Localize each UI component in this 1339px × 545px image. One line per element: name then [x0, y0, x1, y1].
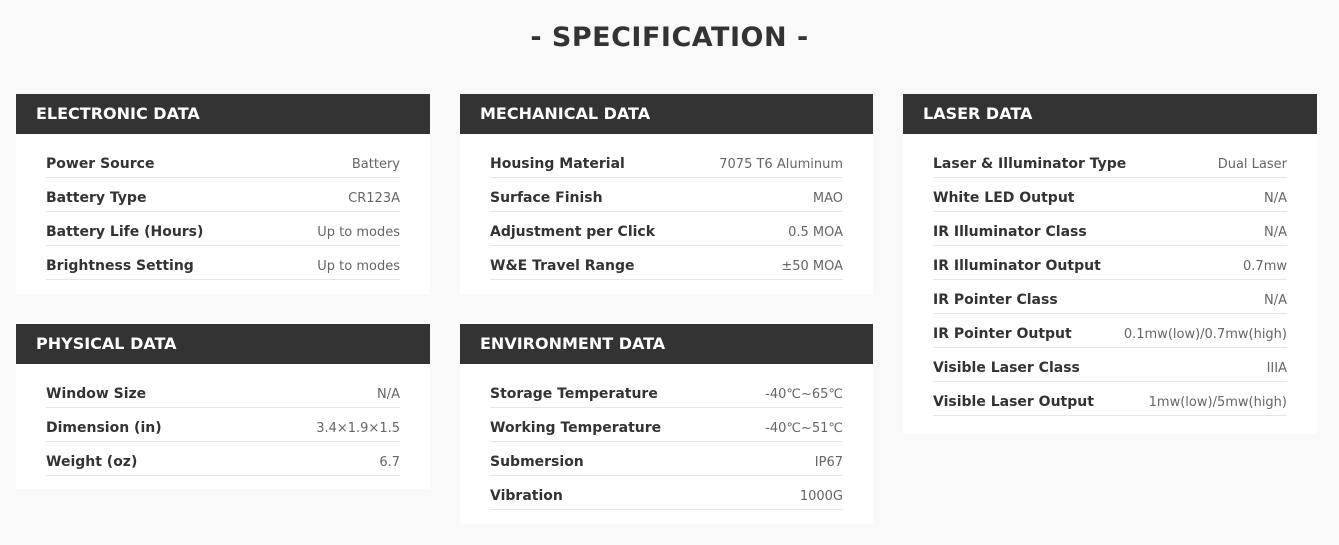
spec-value: IIIA [1266, 361, 1287, 376]
spec-row [933, 246, 1287, 280]
spec-label: Housing Material [490, 156, 625, 172]
spec-row [46, 212, 400, 246]
page-title: - SPECIFICATION - [530, 22, 809, 53]
spec-row [46, 144, 400, 178]
physical-data-card [16, 324, 430, 489]
spec-row [490, 476, 843, 510]
spec-row [490, 212, 843, 246]
spec-list [16, 364, 430, 496]
spec-label: Submersion [490, 454, 584, 470]
spec-row [490, 408, 843, 442]
spec-label: Weight (oz) [46, 454, 138, 470]
spec-value: N/A [1264, 293, 1287, 308]
spec-value: N/A [1264, 191, 1287, 206]
spec-value: CR123A [348, 191, 400, 206]
spec-label: Brightness Setting [46, 258, 194, 274]
spec-row [933, 212, 1287, 246]
card-title: ENVIRONMENT DATA [460, 324, 873, 364]
spec-label: Power Source [46, 156, 155, 172]
spec-list [903, 134, 1317, 436]
spec-value: Battery [351, 157, 400, 172]
spec-label: IR Pointer Output [933, 326, 1072, 342]
spec-row [933, 382, 1287, 416]
spec-list [460, 134, 873, 300]
spec-value: 0.5 MOA [788, 225, 843, 240]
spec-label: IR Illuminator Output [933, 258, 1101, 274]
spec-label: IR Pointer Class [933, 292, 1058, 308]
card-title: LASER DATA [903, 94, 1317, 134]
spec-label: Battery Type [46, 190, 147, 206]
spec-value: 3.4×1.9×1.5 [316, 421, 400, 436]
spec-label: Vibration [490, 488, 563, 504]
spec-row [46, 246, 400, 280]
spec-list [16, 134, 430, 300]
spec-row [933, 144, 1287, 178]
spec-label: Laser & Illuminator Type [933, 156, 1127, 172]
spec-value: 1mw(low)/5mw(high) [1148, 395, 1287, 410]
spec-label: W&E Travel Range [490, 258, 635, 274]
spec-row [46, 178, 400, 212]
spec-label: Visible Laser Class [933, 360, 1080, 376]
spec-row [46, 408, 400, 442]
spec-value: ±50 MOA [781, 259, 843, 274]
spec-label: White LED Output [933, 190, 1075, 206]
spec-value: 0.1mw(low)/0.7mw(high) [1123, 327, 1287, 342]
spec-row [490, 442, 843, 476]
spec-row [490, 178, 843, 212]
card-title: MECHANICAL DATA [460, 94, 873, 134]
spec-label: Adjustment per Click [490, 224, 656, 240]
laser-data-card [903, 94, 1317, 434]
spec-value: Up to modes [317, 259, 400, 274]
spec-value: N/A [1264, 225, 1287, 240]
spec-value: 6.7 [379, 455, 400, 470]
spec-row [490, 374, 843, 408]
environment-data-card [460, 324, 873, 524]
spec-row [933, 178, 1287, 212]
spec-label: Storage Temperature [490, 386, 658, 402]
spec-value: 7075 T6 Aluminum [719, 157, 843, 172]
spec-label: Battery Life (Hours) [46, 224, 204, 240]
electronic-data-card [16, 94, 430, 294]
spec-row [46, 442, 400, 476]
spec-list [460, 364, 873, 530]
spec-label: Surface Finish [490, 190, 603, 206]
spec-label: Visible Laser Output [933, 394, 1094, 410]
spec-row [490, 144, 843, 178]
spec-label: Dimension (in) [46, 420, 162, 436]
spec-row [933, 314, 1287, 348]
spec-value: 1000G [799, 489, 843, 504]
spec-row [46, 374, 400, 408]
spec-label: IR Illuminator Class [933, 224, 1087, 240]
spec-value: -40℃~65℃ [765, 387, 843, 402]
spec-label: Window Size [46, 386, 147, 402]
spec-value: 0.7mw [1243, 259, 1287, 274]
mechanical-data-card [460, 94, 873, 294]
card-title: PHYSICAL DATA [16, 324, 430, 364]
spec-value: MAO [812, 191, 843, 206]
spec-value: N/A [377, 387, 400, 402]
card-title: ELECTRONIC DATA [16, 94, 430, 134]
spec-row [490, 246, 843, 280]
spec-value: Dual Laser [1217, 157, 1287, 172]
spec-value: -40℃~51℃ [765, 421, 843, 436]
spec-label: Working Temperature [490, 420, 662, 436]
spec-row [933, 348, 1287, 382]
spec-value: Up to modes [317, 225, 400, 240]
spec-row [933, 280, 1287, 314]
spec-value: IP67 [814, 455, 843, 470]
